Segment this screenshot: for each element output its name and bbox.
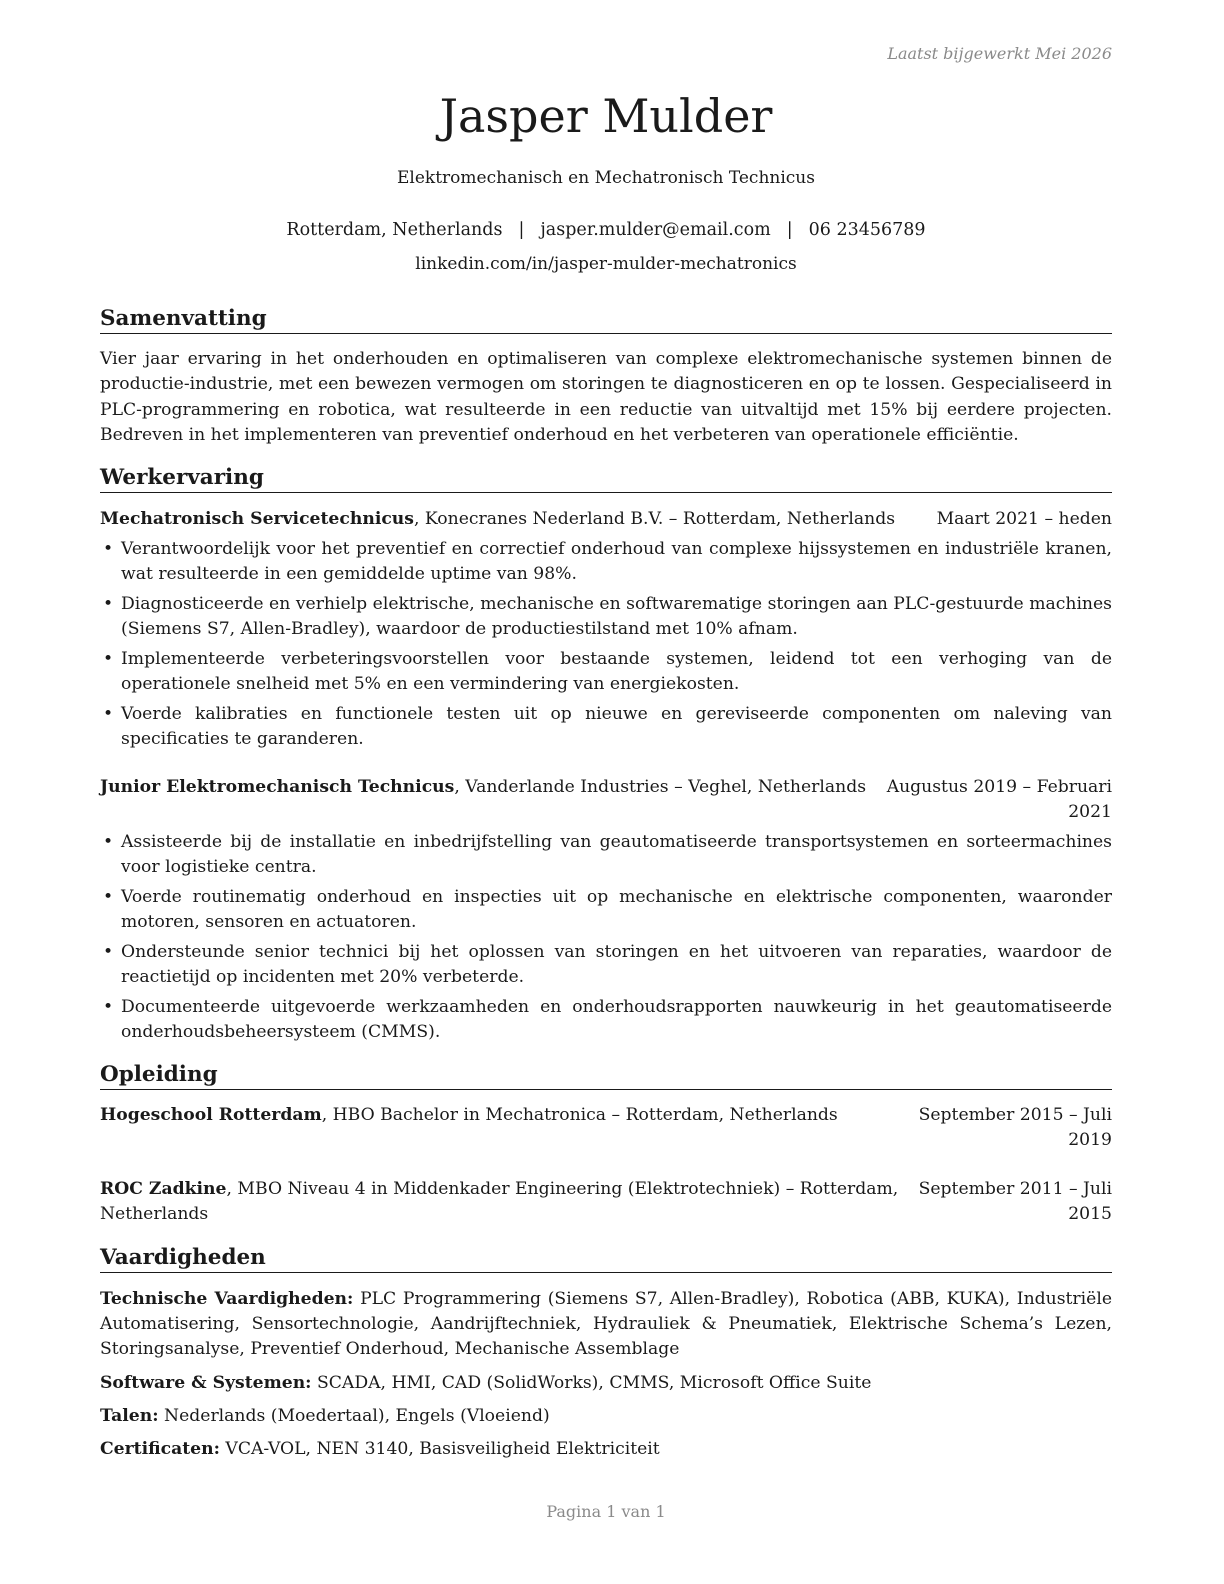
school-name: ROC Zadkine	[100, 1179, 227, 1199]
list-item: • Verantwoordelijk voor het preventief en correctief onderhoud van complexe hijssystemen en industriële kranen, wat resulteerde in een gemiddelde uptime van 98%.	[100, 537, 1112, 587]
skill-value: Nederlands (Moedertaal), Engels (Vloeiend)	[158, 1406, 550, 1426]
summary-text: Vier jaar ervaring in het onderhouden en optimaliseren van complexe elektromechanische systemen binnen de productie-industrie, met een bewezen vermogen om storingen te diagnosticeren en op te lossen. Gespecialiseerd in PLC-programmering en robotica, wat resulteerde in een reductie van uitvaltijd met 15% bij eerdere projecten. Bedreven in het implementeren van preventief onderhoud en het verbeteren van operationele efficiëntie.	[100, 349, 1112, 445]
location: Rotterdam, Netherlands	[286, 220, 503, 240]
skill-value: SCADA, HMI, CAD (SolidWorks), CMMS, Microsoft Office Suite	[311, 1373, 872, 1393]
job-company: , Konecranes Nederland B.V. – Rotterdam, Netherlands	[413, 509, 896, 529]
skill-value: VCA-VOL, NEN 3140, Basisveiligheid Elektriciteit	[219, 1439, 660, 1459]
degree-detail: , HBO Bachelor in Mechatronica – Rotterdam, Netherlands	[321, 1105, 838, 1125]
job-company: , Vanderlande Industries – Veghel, Netherlands	[454, 777, 867, 797]
skill-label: Talen:	[100, 1406, 159, 1426]
degree-detail-line: Netherlands	[100, 1204, 209, 1224]
candidate-name: Jasper Mulder	[439, 89, 773, 143]
job-header	[100, 507, 1112, 532]
skill-row	[100, 1287, 1112, 1362]
list-item: • Diagnosticeerde en verhielp elektrische, mechanische en softwarematige storingen aan PLC-gestuurde machines (Siemens S7, Allen-Bradley), waardoor de productiestilstand met 10% afnam.	[100, 592, 1112, 642]
job-title: Elektromechanisch en Mechatronisch Technicus	[397, 168, 815, 188]
education-period-line: September 2015 – Juli	[918, 1105, 1112, 1125]
skill-value: PLC Programmering (Siemens S7, Allen-Bradley), Robotica (ABB, KUKA), Industriële Automatisering, Sensortechnologie, Aandrijftechniek, Hydrauliek & Pneumatiek, Elektrische Schema’s Lezen, Storingsanalyse, Preventief Onderhoud, Mechanische Assemblage	[100, 1289, 1112, 1359]
linkedin-link[interactable]: linkedin.com/in/jasper-mulder-mechatronics	[415, 254, 797, 274]
education-entry	[100, 1177, 1112, 1227]
job-role: Junior Elektromechanisch Technicus	[100, 777, 455, 797]
skill-row	[100, 1371, 1112, 1396]
phone-number: 06 23456789	[808, 220, 926, 240]
section-title-skills: Vaardigheden	[100, 1244, 1112, 1273]
skill-label: Software & Systemen:	[100, 1373, 312, 1393]
section-title-education: Opleiding	[100, 1061, 1112, 1090]
education-period	[919, 1177, 1112, 1227]
list-item: • Implementeerde verbeteringsvoorstellen voor bestaande systemen, leidend tot een verhoging van de operationele snelheid met 5% en een vermindering van energiekosten.	[100, 647, 1112, 697]
resume-page	[100, 0, 1112, 1584]
last-updated-note: Laatst bijgewerkt Mei 2026	[887, 44, 1112, 63]
education-period	[919, 1103, 1112, 1153]
degree-detail: , MBO Niveau 4 in Middenkader Engineering (Elektrotechniek) – Rotterdam,	[226, 1179, 899, 1199]
education-period-line: 2019	[1068, 1130, 1112, 1150]
section-title-summary: Samenvatting	[100, 305, 1112, 334]
skill-label: Certificaten:	[100, 1439, 220, 1459]
education-period-line: September 2011 – Juli	[918, 1179, 1112, 1199]
skill-row	[100, 1404, 1112, 1429]
job-period-line: Augustus 2019 – Februari	[886, 777, 1112, 797]
section-title-experience: Werkervaring	[100, 464, 1112, 493]
list-item: • Assisteerde bij de installatie en inbedrijfstelling van geautomatiseerde transportsystemen en sorteermachines voor logistieke centra.	[100, 830, 1112, 880]
job-bullets	[100, 537, 1112, 757]
page-number: Pagina 1 van 1	[546, 1502, 666, 1521]
job-bullets	[100, 830, 1112, 1050]
job-role: Mechatronisch Servicetechnicus	[100, 509, 414, 529]
list-item: • Voerde kalibraties en functionele testen uit op nieuwe en gereviseerde componenten om naleving van specificaties te garanderen.	[100, 702, 1112, 752]
job-header	[100, 775, 1112, 825]
education-period-line: 2015	[1068, 1204, 1112, 1224]
skill-row	[100, 1437, 1112, 1462]
list-item: • Voerde routinematig onderhoud en inspecties uit op mechanische en elektrische componenten, waaronder motoren, sensoren en actuatoren.	[100, 885, 1112, 935]
list-item: • Ondersteunde senior technici bij het oplossen van storingen en het uitvoeren van reparaties, waardoor de reactietijd op incidenten met 20% verbeterde.	[100, 940, 1112, 990]
job-period	[887, 775, 1112, 825]
contact-line	[100, 220, 1112, 240]
skill-label: Technische Vaardigheden:	[100, 1289, 354, 1309]
school-name: Hogeschool Rotterdam	[100, 1105, 322, 1125]
separator: |	[786, 220, 793, 240]
email-link[interactable]: jasper.mulder@email.com	[540, 220, 771, 240]
job-period-line: 2021	[1068, 802, 1112, 822]
education-entry	[100, 1103, 1112, 1153]
job-period: Maart 2021 – heden	[936, 509, 1112, 529]
list-item: • Documenteerde uitgevoerde werkzaamheden en onderhoudsrapporten nauwkeurig in het geautomatiseerde onderhoudsbeheersysteem (CMMS).	[100, 995, 1112, 1045]
separator: |	[518, 220, 525, 240]
